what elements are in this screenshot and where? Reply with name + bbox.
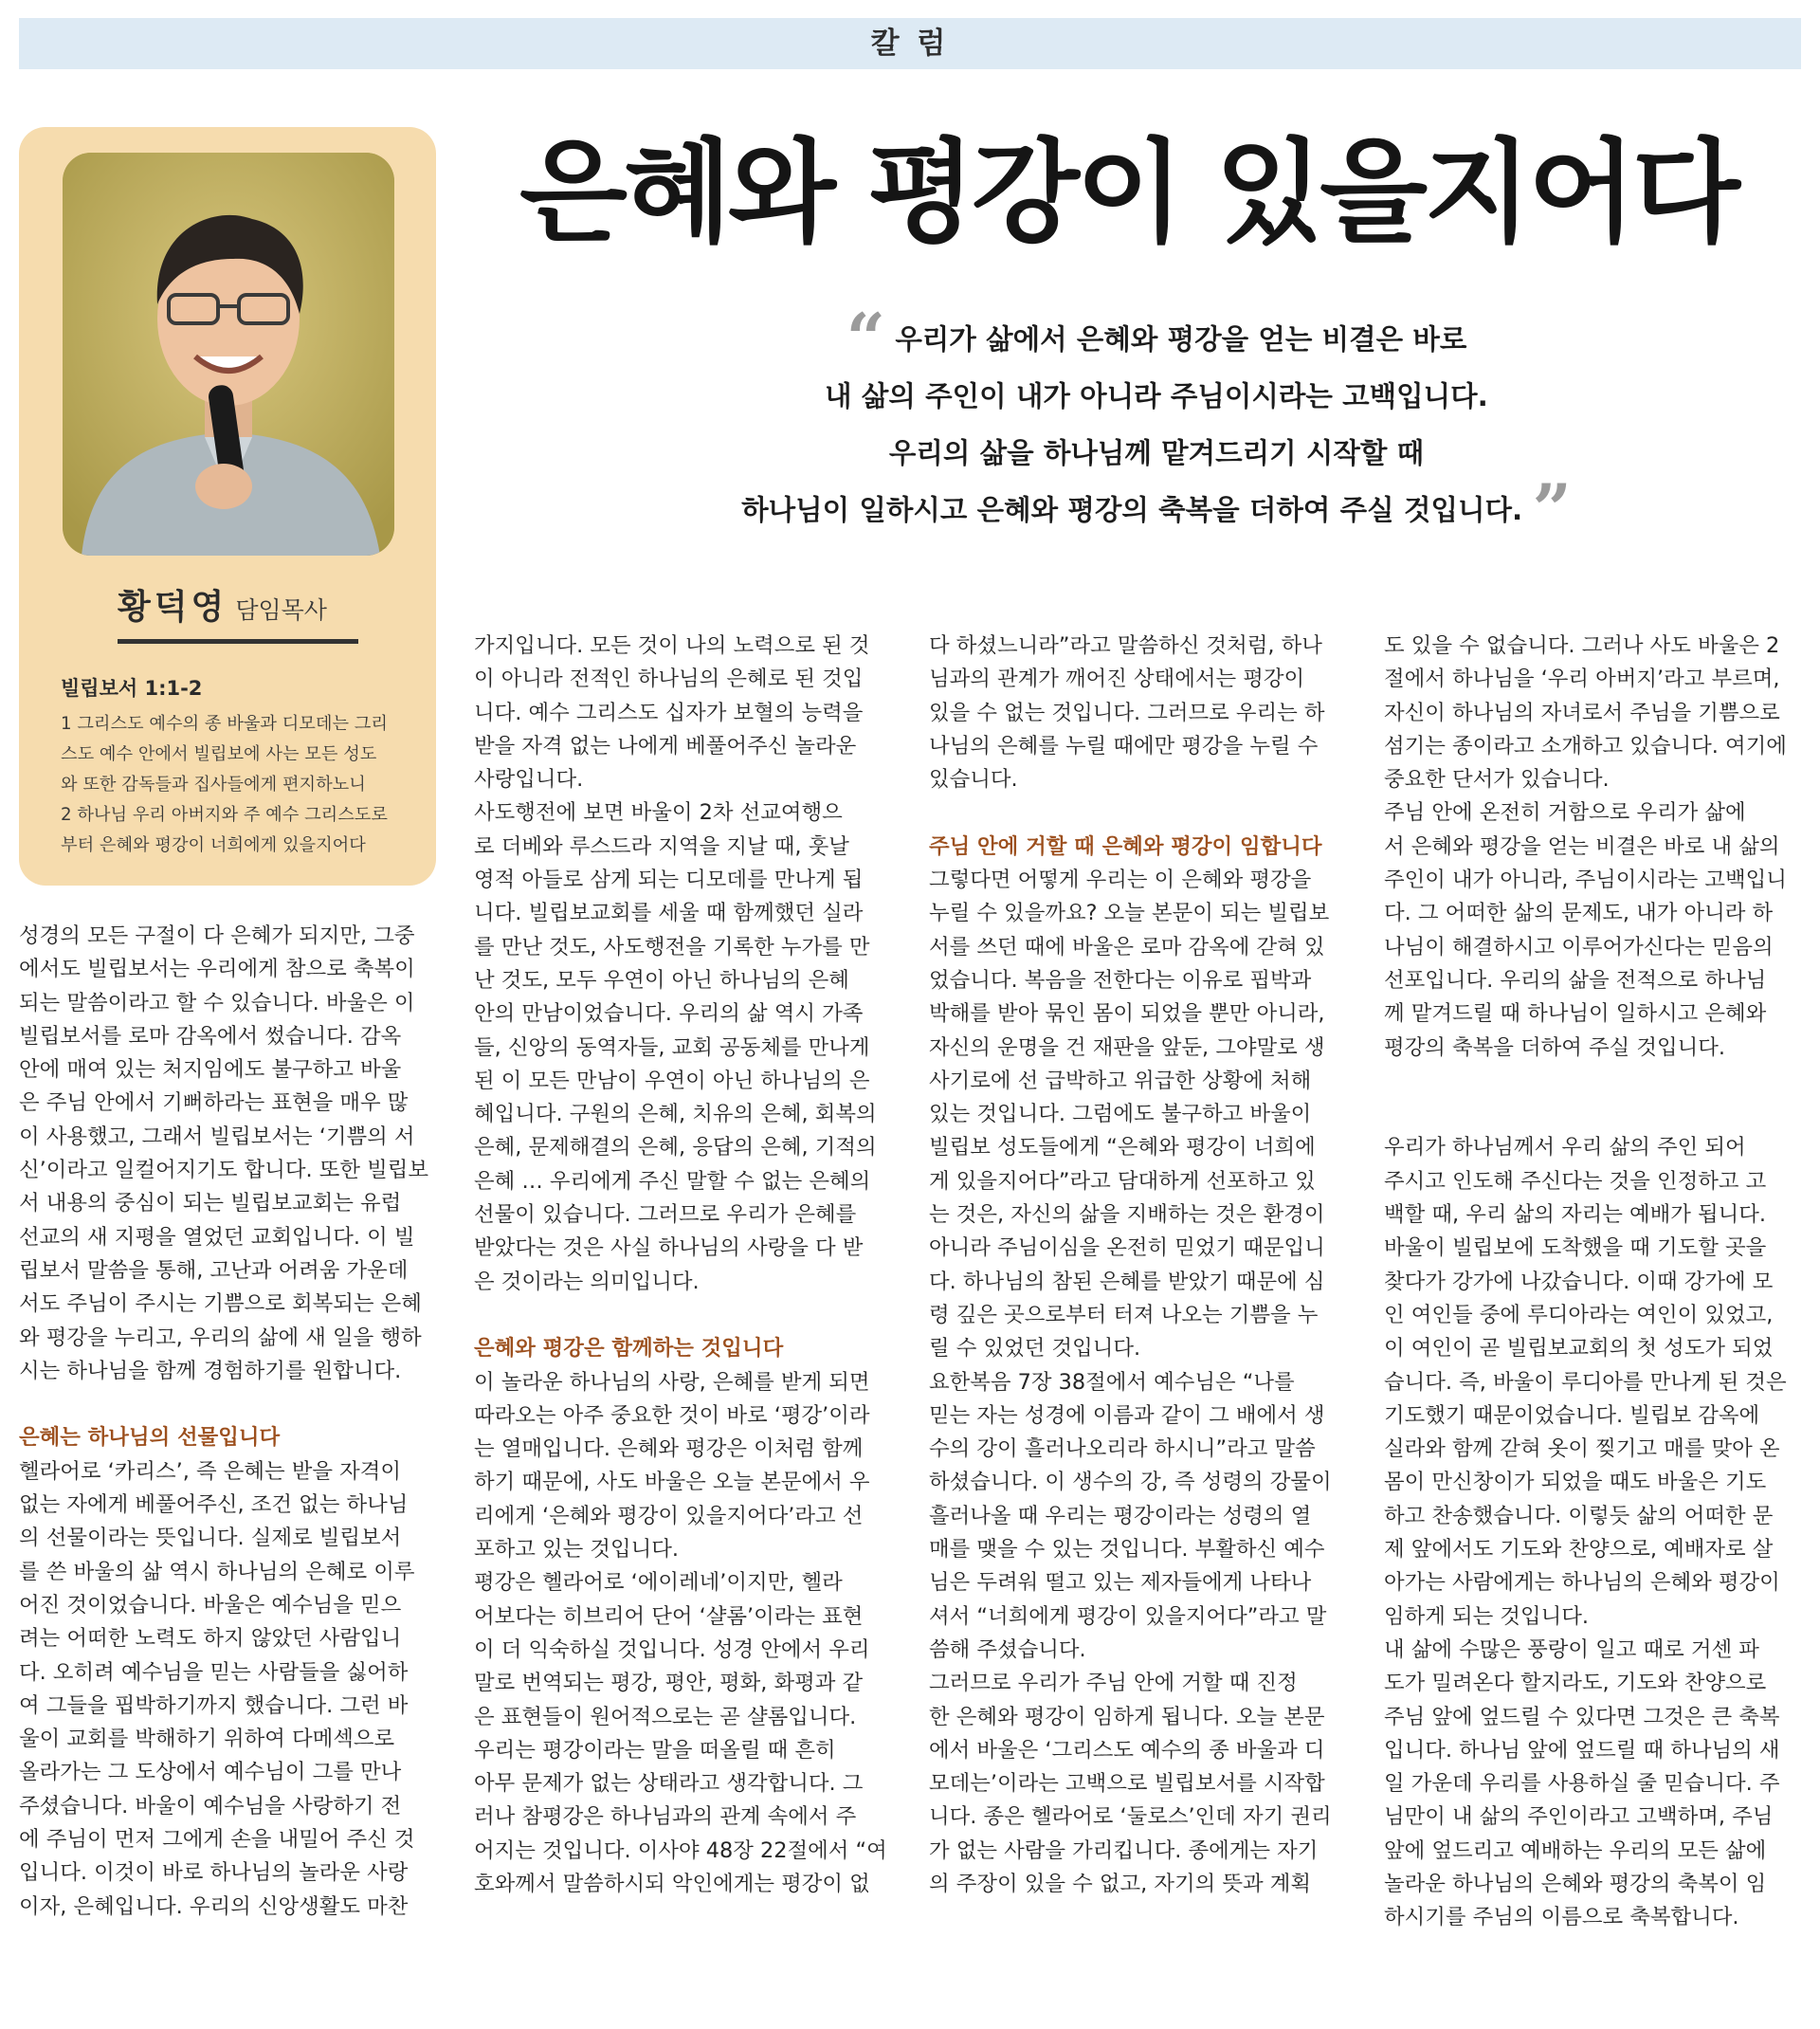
body-text-line: 자신이 하나님의 자녀로서 주님을 기쁨으로 (1384, 700, 1780, 725)
body-text-line: 여 그들을 핍박하기까지 했습니다. 그런 바 (19, 1692, 409, 1718)
body-text-line: 이자, 은혜입니다. 우리의 신앙생활도 마찬 (19, 1893, 409, 1919)
body-text-line: 그렇다면 어떻게 우리는 이 은혜와 평강을 (929, 868, 1312, 893)
body-text-line: 실라와 함께 갇혀 옷이 찢기고 매를 맞아 온 (1384, 1436, 1780, 1462)
body-text-line: 에서 바울은 ‘그리스도 예수의 종 바울과 디 (929, 1737, 1325, 1763)
body-text-line: 어지는 것입니다. 이사야 48장 22절에서 “여 (474, 1837, 887, 1863)
body-text-line: 습니다. 즉, 바울이 루디아를 만나게 된 것은 (1384, 1369, 1787, 1395)
body-text-line: 주님 안에 온전히 거함으로 우리가 삶에 (1384, 800, 1746, 826)
body-text-line: 이 더 익숙하실 것입니다. 성경 안에서 우리 (474, 1636, 870, 1662)
body-text-line: 임하게 되는 것입니다. (1384, 1603, 1590, 1629)
body-text-line: 제 앞에서도 기도와 찬양으로, 예배자로 살 (1384, 1537, 1774, 1563)
body-text-line: 인 여인들 중에 루디아라는 여인이 있었고, (1384, 1302, 1774, 1327)
article-column-3 (929, 630, 1346, 1901)
body-text-line: 어진 것이었습니다. 바울은 예수님을 믿으 (19, 1592, 402, 1618)
body-text-line: 님만이 내 삶의 주인이라고 고백하며, 주님 (1384, 1804, 1774, 1830)
body-text-line: 가지입니다. 모든 것이 나의 노력으로 된 것 (474, 633, 870, 658)
scripture-reference: 빌립보서 1:1-2 (61, 677, 203, 700)
body-text-line: 놀라운 하나님의 은혜와 평강의 축복이 임 (1384, 1871, 1767, 1896)
body-text-line: 은 표현들이 원어적으로는 곧 샬롬입니다. (474, 1704, 857, 1729)
body-text-line: 게 있을지어다”라고 담대하게 선포하고 있 (929, 1168, 1316, 1194)
body-text-line: 서도 주님이 주시는 기쁨으로 회복되는 은혜 (19, 1291, 422, 1317)
body-text-line: 나님이 해결하시고 이루어가신다는 믿음의 (1384, 934, 1774, 960)
body-text-line: 흘러나올 때 우리는 평강이라는 성령의 열 (929, 1503, 1312, 1528)
body-text-line: 씀해 주셨습니다. (929, 1636, 1086, 1662)
body-text-line: 받았다는 것은 사실 하나님의 사랑을 다 받 (474, 1235, 864, 1261)
body-text-line: 평강의 축복을 더하여 주실 것입니다. (1384, 1034, 1726, 1060)
body-text-line: 되는 말씀이라고 할 수 있습니다. 바울은 이 (19, 990, 415, 1015)
body-text-line: 앞에 엎드리고 예배하는 우리의 모든 삶에 (1384, 1837, 1767, 1863)
body-text-line: 한 은혜와 평강이 임하게 됩니다. 오늘 본문 (929, 1704, 1325, 1729)
body-text-line: 없는 자에게 베풀어주신, 조건 없는 하나님 (19, 1492, 409, 1518)
body-text-line: 말로 번역되는 평강, 평안, 평화, 화평과 같 (474, 1671, 864, 1696)
pull-quote-line: 우리의 삶을 하나님께 맡겨드리기 시작할 때 (888, 437, 1425, 469)
author-name: 황덕영 (118, 588, 228, 627)
body-text-line: 입니다. 이것이 바로 하나님의 놀라운 사랑 (19, 1860, 409, 1886)
body-text-line: 절에서 하나님을 ‘우리 아버지’라고 부르며, (1384, 667, 1780, 692)
body-text-line: 은혜, 문제해결의 은혜, 응답의 은혜, 기적의 (474, 1135, 877, 1161)
close-quote-icon: ” (1532, 468, 1572, 549)
body-text-line: 러나 참평강은 하나님과의 관계 속에서 주 (474, 1804, 857, 1830)
body-text-line: 빌립보 성도들에게 “은혜와 평강이 너희에 (929, 1135, 1316, 1161)
author-photo (63, 153, 394, 556)
body-text-line: 난 것도, 모두 우연이 아닌 하나님의 은혜 (474, 967, 849, 993)
author-role: 담임목사 (235, 596, 327, 624)
body-text-line: 받을 자격 없는 나에게 베풀어주신 놀라운 (474, 733, 857, 759)
body-text-line: 나님의 은혜를 누릴 때에만 평강을 누릴 수 (929, 733, 1319, 759)
body-text-line: 평강은 헬라어로 ‘에이레네’이지만, 헬라 (474, 1570, 843, 1596)
body-text-line: 령 깊은 곳으로부터 터져 나오는 기쁨을 누 (929, 1302, 1319, 1327)
article-column-2 (474, 630, 891, 1901)
body-text-line: 아가는 사람에게는 하나님의 은혜와 평강이 (1384, 1570, 1780, 1596)
body-text-line: 섬기는 종이라고 소개하고 있습니다. 여기에 (1384, 733, 1787, 759)
body-text-line: 주시고 인도해 주신다는 것을 인정하고 고 (1384, 1168, 1767, 1194)
body-text-line: 에서도 빌립보서는 우리에게 참으로 축복이 (19, 957, 415, 982)
body-text-line: 모데는’이라는 고백으로 빌립보서를 시작합 (929, 1771, 1325, 1797)
body-text-line: 신’이라고 일컬어지기도 합니다. 또한 빌립보 (19, 1158, 429, 1183)
section-subheading: 은혜는 하나님의 선물입니다 (19, 1425, 281, 1451)
body-text-line: 셔서 “너희에게 평강이 있을지어다”라고 말 (929, 1603, 1327, 1629)
body-text-line: 찾다가 강가에 나갔습니다. 이때 강가에 모 (1384, 1269, 1774, 1294)
scripture-line: 와 또한 감독들과 집사들에게 편지하노니 (61, 775, 366, 795)
body-text-line: 요한복음 7장 38절에서 예수님은 “나를 (929, 1369, 1295, 1395)
body-text-line: 이 사용했고, 그래서 빌립보서는 ‘기쁨의 서 (19, 1124, 415, 1149)
body-text-line: 다. 하나님의 참된 은혜를 받았기 때문에 심 (929, 1269, 1325, 1294)
body-text-line: 올라가는 그 도상에서 예수님이 그를 만나 (19, 1760, 402, 1785)
body-text-line: 이 놀라운 하나님의 사랑, 은혜를 받게 되면 (474, 1369, 870, 1395)
body-text-line: 의 선물이라는 뜻입니다. 실제로 빌립보서 (19, 1526, 402, 1551)
body-text-line: 이 아니라 전적인 하나님의 은혜로 된 것입 (474, 667, 864, 692)
body-text-line: 다. 그 어떠한 삶의 문제도, 내가 아니라 하 (1384, 901, 1774, 926)
body-text-line: 하셨습니다. 이 생수의 강, 즉 성령의 강물이 (929, 1470, 1332, 1495)
body-text-line: 도 있을 수 없습니다. 그러나 사도 바울은 2 (1384, 633, 1780, 658)
pull-quote-line: 내 삶의 주인이 내가 아니라 주님이시라는 고백입니다. (825, 380, 1488, 412)
body-text-line: 어보다는 히브리어 단어 ‘샬롬’이라는 표현 (474, 1603, 864, 1629)
body-text-line: 립보서 말씀을 통해, 고난과 어려움 가운데 (19, 1257, 409, 1283)
body-text-line: 다. 오히려 예수님을 믿는 사람들을 싫어하 (19, 1659, 409, 1685)
body-text-line: 믿는 자는 성경에 이름과 같이 그 배에서 생 (929, 1402, 1325, 1428)
body-text-line: 사랑입니다. (474, 767, 584, 793)
body-text-line: 선포입니다. 우리의 삶을 전적으로 하나님 (1384, 967, 1767, 993)
body-text-line: 있는 것입니다. 그럼에도 불구하고 바울이 (929, 1102, 1312, 1127)
paragraph-gap (929, 796, 1346, 830)
body-text-line: 서를 쓰던 때에 바울은 로마 감옥에 갇혀 있 (929, 934, 1325, 960)
body-text-line: 혜입니다. 구원의 은혜, 치유의 은혜, 회복의 (474, 1102, 877, 1127)
body-text-line: 로 더베와 루스드라 지역을 지날 때, 훗날 (474, 833, 849, 859)
article-headline: 은혜와 평강이 있을지어다 (519, 127, 1738, 258)
body-text-line: 께 맡겨드릴 때 하나님이 일하시고 은혜와 (1384, 1001, 1767, 1027)
author-portrait-icon (63, 153, 394, 556)
body-text-line: 은혜 … 우리에게 주신 말할 수 없는 은혜의 (474, 1168, 871, 1194)
body-text-line: 다 하셨느니라”라고 말씀하신 것처럼, 하나 (929, 633, 1322, 658)
body-text-line: 수의 강이 흘러나오리라 하시니”라고 말씀 (929, 1436, 1316, 1462)
body-text-line: 박해를 받아 묶인 몸이 되었을 뿐만 아니라, (929, 1001, 1325, 1027)
section-header-bar (19, 18, 1801, 69)
body-text-line: 니다. 빌립보교회를 세울 때 함께했던 실라 (474, 901, 864, 926)
body-text-line: 니다. 종은 헬라어로 ‘둘로스’인데 자기 권리 (929, 1804, 1332, 1830)
body-text-line: 포하고 있는 것입니다. (474, 1537, 680, 1563)
body-text-line: 는 것은, 자신의 삶을 지배하는 것은 환경이 (929, 1202, 1325, 1228)
scripture-line: 스도 예수 안에서 빌립보에 사는 모든 성도 (61, 744, 377, 764)
body-text-line: 서 은혜와 평강을 얻는 비결은 바로 내 삶의 (1384, 833, 1780, 859)
body-text-line: 은 주님 안에서 기뻐하라는 표현을 매우 많 (19, 1090, 409, 1116)
name-underline (118, 639, 358, 644)
body-text-line: 내 삶에 수많은 풍랑이 일고 때로 거센 파 (1384, 1636, 1759, 1662)
body-text-line: 자신의 운명을 건 재판을 앞둔, 그야말로 생 (929, 1034, 1325, 1060)
body-text-line: 었습니다. 복음을 전한다는 이유로 핍박과 (929, 967, 1312, 993)
body-text-line: 하시기를 주님의 이름으로 축복합니다. (1384, 1905, 1739, 1930)
body-text-line: 입니다. 하나님 앞에 엎드릴 때 하나님의 새 (1384, 1737, 1780, 1763)
body-text-line: 가 없는 사람을 가리킵니다. 종에게는 자기 (929, 1837, 1319, 1863)
body-text-line: 영적 아들로 삼게 되는 디모데를 만나게 됩 (474, 868, 864, 893)
body-text-line: 성경의 모든 구절이 다 은혜가 되지만, 그중 (19, 923, 415, 948)
body-text-line: 니다. 예수 그리스도 십자가 보혈의 능력을 (474, 700, 864, 725)
body-text-line: 는 열매입니다. 은혜와 평강은 이처럼 함께 (474, 1436, 864, 1462)
body-text-line: 들, 신앙의 동역자들, 교회 공동체를 만나게 (474, 1034, 870, 1060)
body-text-line: 몸이 만신창이가 되었을 때도 바울은 기도 (1384, 1470, 1767, 1495)
body-text-line: 도가 밀려온다 할지라도, 기도와 찬양으로 (1384, 1671, 1767, 1696)
body-text-line: 우리는 평강이라는 말을 떠올릴 때 흔히 (474, 1737, 836, 1763)
body-text-line: 하고 찬송했습니다. 이렇듯 삶의 어떠한 문 (1384, 1503, 1774, 1528)
body-text-line: 헬라어로 ‘카리스’, 즉 은혜는 받을 자격이 (19, 1458, 402, 1484)
section-label: 칼 럼 (870, 27, 950, 61)
body-text-line: 와 평강을 누리고, 우리의 삶에 새 일을 행하 (19, 1325, 422, 1350)
body-text-line: 안의 만남이었습니다. 우리의 삶 역시 가족 (474, 1001, 864, 1027)
body-text-line: 이 여인이 곧 빌립보교회의 첫 성도가 되었 (1384, 1336, 1774, 1362)
body-text-line: 빌립보서를 로마 감옥에서 썼습니다. 감옥 (19, 1023, 402, 1049)
body-text-line: 울이 교회를 박해하기 위하여 다메섹으로 (19, 1727, 395, 1752)
pull-quote (588, 298, 1725, 549)
paragraph-gap (1384, 1065, 1801, 1098)
open-quote-icon: “ (846, 298, 886, 378)
section-subheading: 은혜와 평강은 함께하는 것입니다 (474, 1336, 784, 1362)
body-text-line: 일 가운데 우리를 사용하실 줄 믿습니다. 주 (1384, 1771, 1780, 1797)
body-text-line: 주님 앞에 엎드릴 수 있다면 그것은 큰 축복 (1384, 1704, 1780, 1729)
article-column-4 (1384, 630, 1801, 1935)
body-text-line: 님은 두려워 떨고 있는 제자들에게 나타나 (929, 1570, 1312, 1596)
body-text-line: 중요한 단서가 있습니다. (1384, 767, 1610, 793)
author-profile-card (19, 127, 436, 886)
pull-quote-line: 우리가 삶에서 은혜와 평강을 얻는 비결은 바로 (895, 323, 1467, 356)
body-text-line: 바울이 빌립보에 도착했을 때 기도할 곳을 (1384, 1235, 1767, 1261)
section-subheading: 주님 안에 거할 때 은혜와 평강이 임합니다 (929, 833, 1322, 859)
body-text-line: 은 것이라는 의미입니다. (474, 1269, 700, 1294)
pull-quote-line: 하나님이 일하시고 은혜와 평강의 축복을 더하여 주실 것입니다. (741, 494, 1523, 526)
body-text-line: 아니라 주님이심을 온전히 믿었기 때문입니 (929, 1235, 1325, 1261)
paragraph-gap (1384, 1098, 1801, 1131)
body-text-line: 선교의 새 지평을 열었던 교회입니다. 이 빌 (19, 1224, 415, 1250)
article-column-1 (19, 920, 436, 1924)
body-text-line: 기도했기 때문이었습니다. 빌립보 감옥에 (1384, 1402, 1760, 1428)
body-text-line: 따라오는 아주 중요한 것이 바로 ‘평강’이라 (474, 1402, 870, 1428)
body-text-line: 선물이 있습니다. 그러므로 우리가 은혜를 (474, 1202, 857, 1228)
body-text-line: 려는 어떠한 노력도 하지 않았던 사람입니 (19, 1626, 402, 1652)
body-text-line: 안에 매여 있는 처지임에도 불구하고 바울 (19, 1057, 402, 1083)
body-text-line: 누릴 수 있을까요? 오늘 본문이 되는 빌립보 (929, 901, 1330, 926)
scripture-text (61, 709, 427, 861)
body-text-line: 주인이 내가 아니라, 주님이시라는 고백입니 (1384, 868, 1787, 893)
body-text-line: 된 이 모든 만남이 우연이 아닌 하나님의 은 (474, 1068, 870, 1093)
paragraph-gap (19, 1388, 436, 1421)
body-text-line: 그러므로 우리가 주님 안에 거할 때 진정 (929, 1671, 1298, 1696)
body-text-line: 의 주장이 있을 수 없고, 자기의 뜻과 계획 (929, 1871, 1312, 1896)
body-text-line: 우리가 하나님께서 우리 삶의 주인 되어 (1384, 1135, 1746, 1161)
body-text-line: 매를 맺을 수 있는 것입니다. 부활하신 예수 (929, 1537, 1325, 1563)
body-text-line: 를 쓴 바울의 삶 역시 하나님의 은혜로 이루 (19, 1559, 415, 1584)
body-text-line: 호와께서 말씀하시되 악인에게는 평강이 없 (474, 1871, 870, 1896)
body-text-line: 있습니다. (929, 767, 1018, 793)
body-text-line: 하기 때문에, 사도 바울은 오늘 본문에서 우 (474, 1470, 870, 1495)
body-text-line: 주셨습니다. 바울이 예수님을 사랑하기 전 (19, 1793, 402, 1819)
body-text-line: 백할 때, 우리 삶의 자리는 예배가 됩니다. (1384, 1202, 1767, 1228)
body-text-line: 릴 수 있었던 것입니다. (929, 1336, 1141, 1362)
body-text-line: 님과의 관계가 깨어진 상태에서는 평강이 (929, 667, 1305, 692)
body-text-line: 에 주님이 먼저 그에게 손을 내밀어 주신 것 (19, 1827, 415, 1853)
body-text-line: 를 만난 것도, 사도행전을 기록한 누가를 만 (474, 934, 870, 960)
body-text-line: 리에게 ‘은혜와 평강이 있을지어다’라고 선 (474, 1503, 864, 1528)
body-text-line: 사기로에 선 급박하고 위급한 상황에 처해 (929, 1068, 1312, 1093)
scripture-line: 1 그리스도 예수의 종 바울과 디모데는 그리 (61, 714, 388, 734)
scripture-line: 부터 은혜와 평강이 너희에게 있을지어다 (61, 835, 366, 855)
paragraph-gap (474, 1299, 891, 1332)
body-text-line: 시는 하나님을 함께 경험하기를 원합니다. (19, 1358, 402, 1383)
body-text-line: 서 내용의 중심이 되는 빌립보교회는 유럽 (19, 1191, 402, 1216)
body-text-line: 사도행전에 보면 바울이 2차 선교여행으 (474, 800, 843, 826)
scripture-line: 2 하나님 우리 아버지와 주 예수 그리스도로 (61, 805, 388, 825)
body-text-line: 아무 문제가 없는 상태라고 생각합니다. 그 (474, 1771, 864, 1797)
body-text-line: 있을 수 없는 것입니다. 그러므로 우리는 하 (929, 700, 1325, 725)
